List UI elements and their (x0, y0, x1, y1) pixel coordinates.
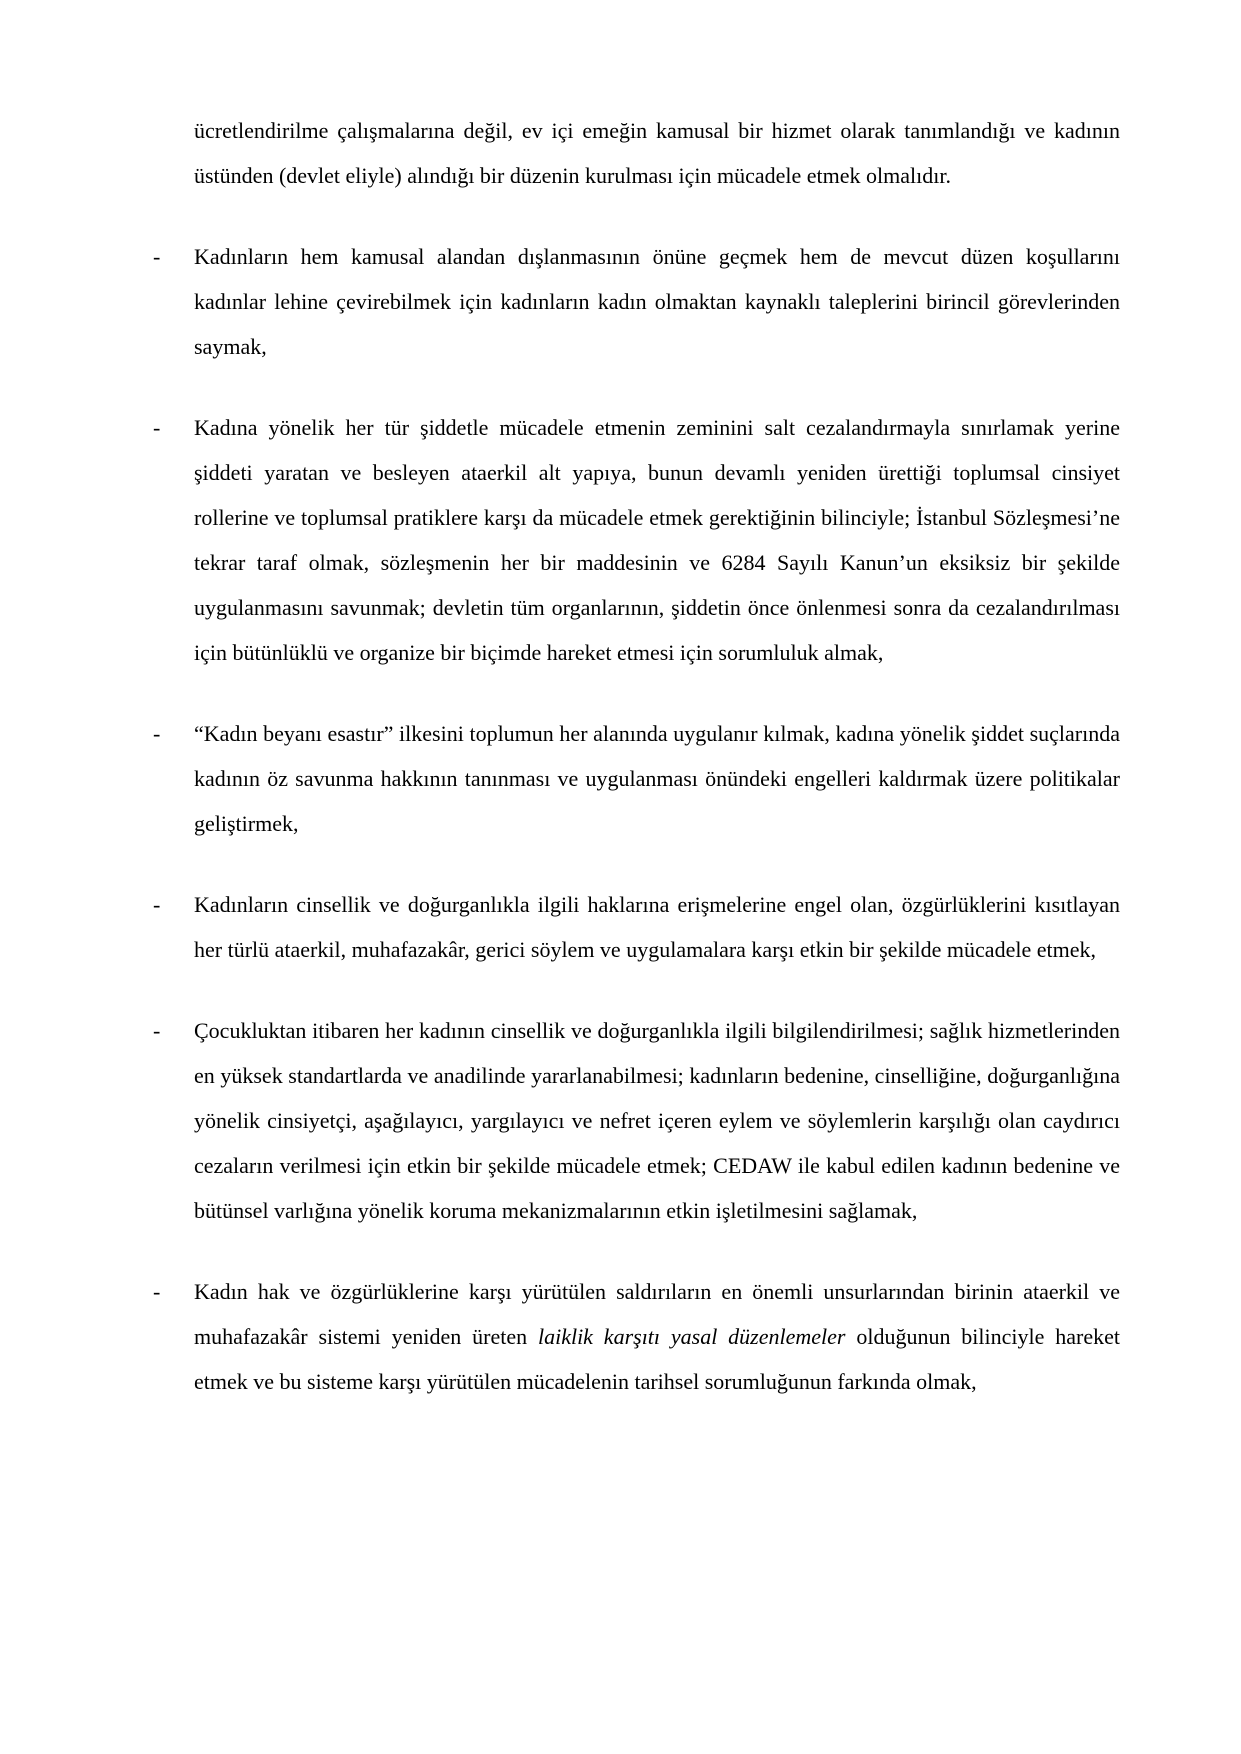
list-item-text (194, 882, 1120, 972)
text-segment: Kadınların hem kamusal alandan dışlanmasının önüne geçmek hem de mevcut düzen koşullarını kadınlar lehine çevirebilmek için kadınların kadın olmaktan kaynaklı taleplerini birincil görevlerinden saymak, (194, 244, 1120, 359)
bullet-list (153, 234, 1120, 1404)
dash-bullet: - (153, 415, 161, 440)
dash-bullet: - (153, 1279, 161, 1304)
text-segment: Kadınların cinsellik ve doğurganlıkla ilgili haklarına erişmelerine engel olan, özgürlüklerini kısıtlayan her türlü ataerkil, muhafazakâr, gerici söylem ve uygulamalara karşı etkin bir şekilde mücadele etmek, (194, 892, 1120, 962)
dash-bullet: - (153, 892, 161, 917)
text-segment: olduğunun bilinciyle hareket etmek ve bu sisteme karşı yürütülen mücadelenin tarihsel sorumluğunun farkında olmak, (194, 1324, 1120, 1394)
italic-phrase: laiklik karşıtı yasal düzenlemeler (537, 1324, 846, 1349)
text-segment: “Kadın beyanı esastır” ilkesini toplumun her alanında uygulanır kılmak, kadına yönelik şiddet suçlarında kadının öz savunma hakkının tanınması ve uygulanması önündeki engelleri kaldırmak üzere politikalar geliştirmek, (194, 721, 1120, 836)
list-item-text (194, 1269, 1120, 1404)
list-item (153, 882, 1120, 972)
dash-bullet: - (153, 721, 161, 746)
list-item (153, 1008, 1120, 1233)
list-item (153, 1269, 1120, 1404)
list-item-text (194, 711, 1120, 846)
dash-bullet: - (153, 244, 161, 269)
list-item-text (194, 1008, 1120, 1233)
text-segment: Kadın hak ve özgürlüklerine karşı yürütülen saldırıların en önemli unsurlarından birinin ataerkil ve muhafazakâr sistemi yeniden üreten (194, 1279, 1120, 1349)
list-item (153, 234, 1120, 369)
list-item (153, 711, 1120, 846)
continuation-paragraph: ücretlendirilme çalışmalarına değil, ev içi emeğin kamusal bir hizmet olarak tanımlandığı ve kadının üstünden (devlet eliyle) alındığı bir düzenin kurulması için mücadele etmek olmalıdır. (194, 118, 1120, 188)
list-item-text (194, 234, 1120, 369)
list-item-text (194, 405, 1120, 675)
dash-bullet: - (153, 1018, 161, 1043)
text-segment: Çocukluktan itibaren her kadının cinsellik ve doğurganlıkla ilgili bilgilendirilmesi; sağlık hizmetlerinden en yüksek standartlarda ve anadilinde yararlanabilmesi; kadınların bedenine, cinselliğine, doğurganlığına yönelik cinsiyetçi, aşağılayıcı, yargılayıcı ve nefret içeren eylem ve söylemlerin karşılığı olan caydırıcı cezaların verilmesi için etkin bir şekilde mücadele etmek; CEDAW ile kabul edilen kadının bedenine ve bütünsel varlığına yönelik koruma mekanizmalarının etkin işletilmesini sağlamak, (194, 1018, 1120, 1223)
text-segment: Kadına yönelik her tür şiddetle mücadele etmenin zeminini salt cezalandırmayla sınırlamak yerine şiddeti yaratan ve besleyen ataerkil alt yapıya, bunun devamlı yeniden ürettiği toplumsal cinsiyet rollerine ve toplumsal pratiklere karşı da mücadele etmek gerektiğinin bilinciyle; İstanbul Sözleşmesi’ne tekrar taraf olmak, sözleşmenin her bir maddesinin ve 6284 Sayılı Kanun’un eksiksiz bir şekilde uygulanmasını savunmak; devletin tüm organlarının, şiddetin önce önlenmesi sonra da cezalandırılması için bütünlüklü ve organize bir biçimde hareket etmesi için sorumluluk almak, (194, 415, 1120, 665)
list-item (153, 405, 1120, 675)
